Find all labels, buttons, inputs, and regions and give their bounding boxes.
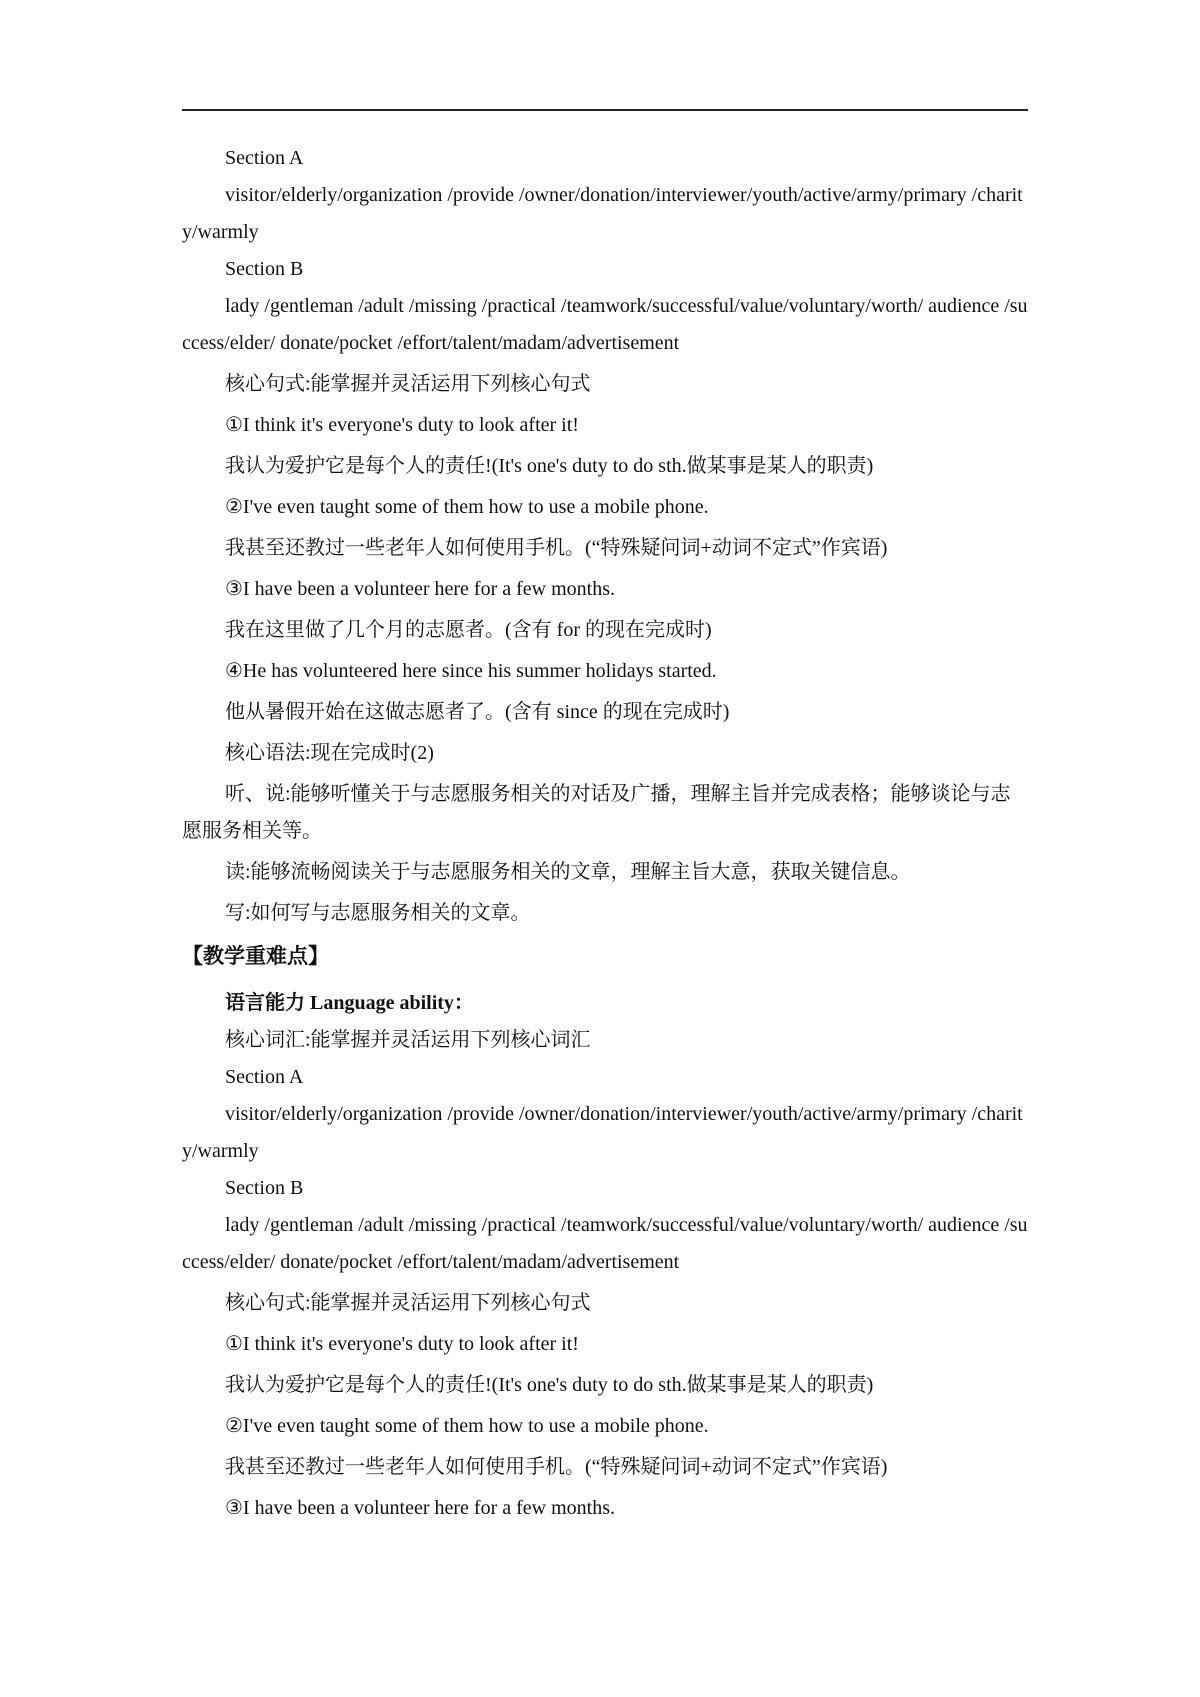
sentence-1-cn: 我认为爱护它是每个人的责任!(It's one's duty to do sth.做某事是某人的职责) — [225, 455, 874, 477]
section-b-label: Section B — [225, 258, 304, 280]
sentence-3-en-2: ③I have been a volunteer here for a few months. — [225, 1497, 615, 1519]
sentence-4-en: ④He has volunteered here since his summer holidays started. — [225, 660, 717, 682]
core-grammar: 核心语法:现在完成时(2) — [225, 742, 434, 764]
header-rule — [182, 109, 1028, 111]
section-b-words: lady /gentleman /adult /missing /practical /teamwork/successful/value/voluntary/worth/ audience /success/elder/ donate/pocket /effort/talent/madam/advertisement — [182, 295, 1028, 354]
sentence-2-en-2: ②I've even taught some of them how to use a mobile phone. — [225, 1415, 709, 1437]
core-sentences-label-2: 核心句式:能掌握并灵活运用下列核心句式 — [225, 1292, 591, 1314]
section-a-label-2: Section A — [225, 1066, 304, 1088]
sentence-1-en: ①I think it's everyone's duty to look after it! — [225, 414, 579, 436]
section-b-label-2: Section B — [225, 1177, 304, 1199]
sentence-1-en-2: ①I think it's everyone's duty to look after it! — [225, 1333, 579, 1355]
core-sentences-label: 核心句式:能掌握并灵活运用下列核心句式 — [225, 373, 591, 395]
section-a-words: visitor/elderly/organization /provide /owner/donation/interviewer/youth/active/army/primary /charity/warmly — [182, 184, 1023, 243]
sentence-2-en: ②I've even taught some of them how to use a mobile phone. — [225, 496, 709, 518]
language-ability-subhead: 语言能力 Language ability： — [225, 992, 474, 1014]
writing-goal: 写:如何写与志愿服务相关的文章。 — [225, 902, 531, 924]
sentence-1-cn-2: 我认为爱护它是每个人的责任!(It's one's duty to do sth.做某事是某人的职责) — [225, 1374, 874, 1396]
core-vocab-label: 核心词汇:能掌握并灵活运用下列核心词汇 — [225, 1029, 591, 1051]
sentence-3-cn: 我在这里做了几个月的志愿者。(含有 for 的现在完成时) — [225, 619, 712, 641]
sentence-2-cn-2: 我甚至还教过一些老年人如何使用手机。(“特殊疑问词+动词不定式”作宾语) — [225, 1456, 888, 1478]
section-a-words-2: visitor/elderly/organization /provide /owner/donation/interviewer/youth/active/army/primary /charity/warmly — [182, 1103, 1023, 1162]
teaching-focus-heading: 【教学重难点】 — [182, 944, 329, 968]
sentence-4-cn: 他从暑假开始在这做志愿者了。(含有 since 的现在完成时) — [225, 701, 730, 723]
reading-goal: 读:能够流畅阅读关于与志愿服务相关的文章，理解主旨大意，获取关键信息。 — [225, 861, 911, 883]
sentence-2-cn: 我甚至还教过一些老年人如何使用手机。(“特殊疑问词+动词不定式”作宾语) — [225, 537, 888, 559]
document-body — [182, 140, 1028, 1531]
section-a-label: Section A — [225, 147, 304, 169]
sentence-3-en: ③I have been a volunteer here for a few months. — [225, 578, 615, 600]
listening-speaking-goal: 听、说:能够听懂关于与志愿服务相关的对话及广播，理解主旨并完成表格；能够谈论与志愿服务相关等。 — [182, 783, 1011, 842]
section-b-words-2: lady /gentleman /adult /missing /practical /teamwork/successful/value/voluntary/worth/ audience /success/elder/ donate/pocket /effort/talent/madam/advertisement — [182, 1214, 1028, 1273]
